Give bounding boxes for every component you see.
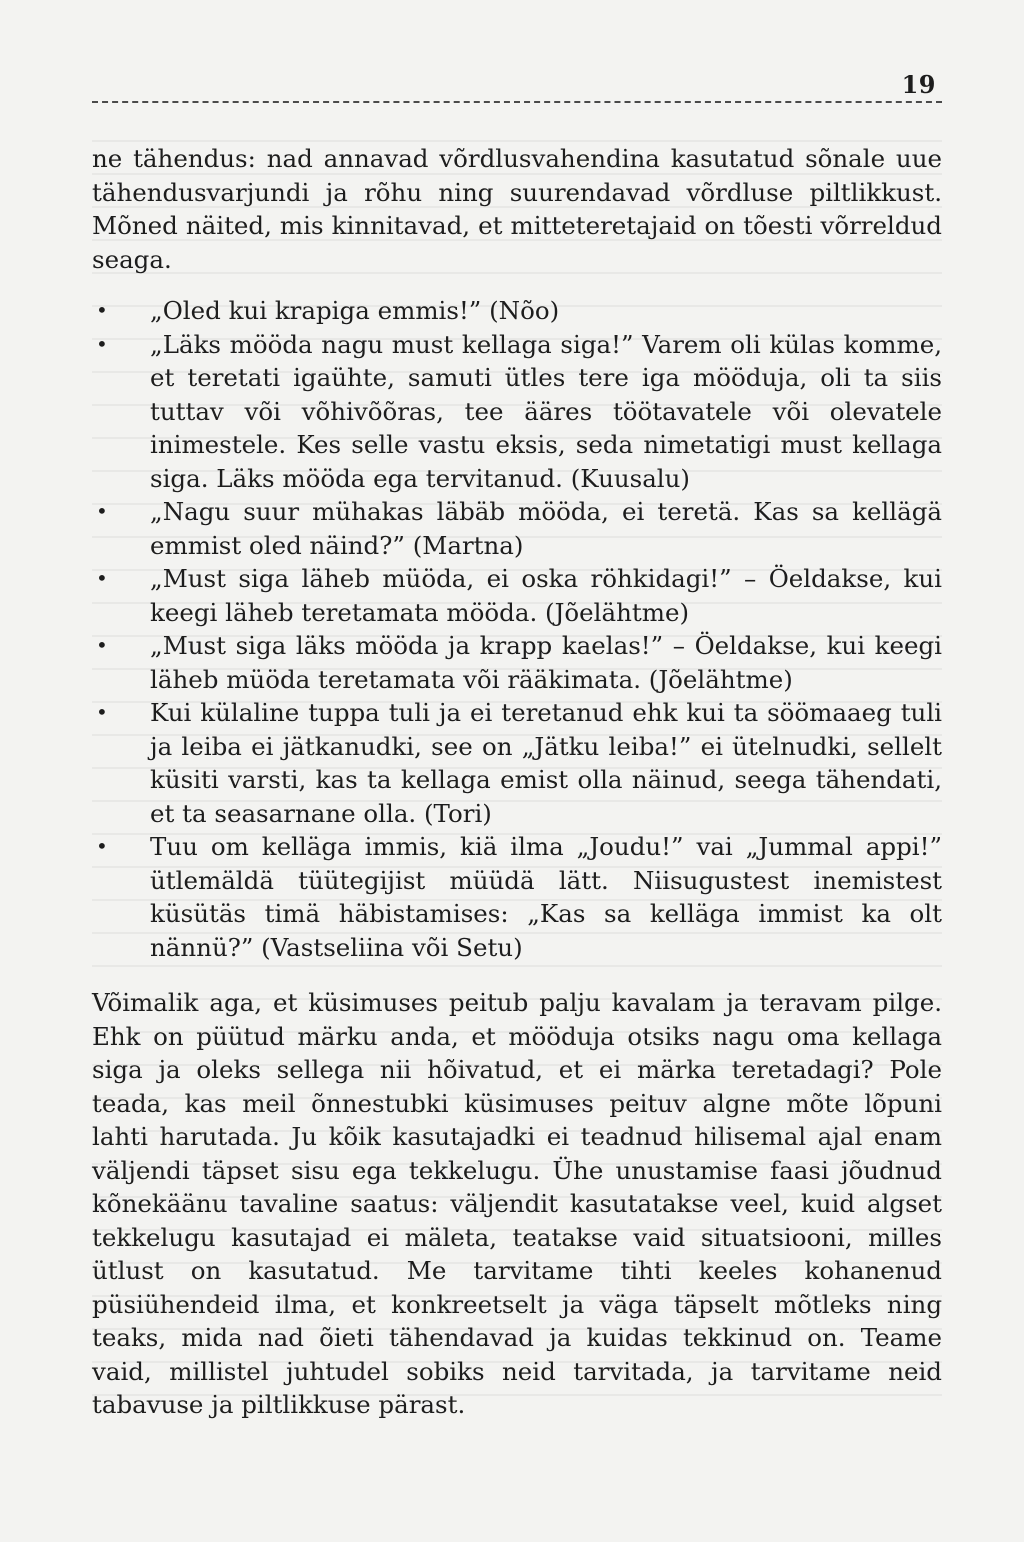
bullet-icon: •	[96, 633, 108, 657]
list-item	[92, 629, 942, 696]
list-item-text: Kui külaline tuppa tuli ja ei teretanud ehk kui ta söömaaeg tuli ja leiba ei jätkanudki, see on „Jätku leiba!” ei ütelnudki, sellelt küsiti varsti, kas ta kellaga emist olla näinud, seega tähendati, et ta seasarnane olla. (Tori)	[150, 698, 942, 828]
list-item-text: „Oled kui krapiga emmis!” (Nõo)	[150, 296, 560, 325]
list-item	[92, 830, 942, 964]
header-rule	[92, 101, 942, 103]
list-item	[92, 696, 942, 830]
list-item	[92, 562, 942, 629]
page-number: 19	[901, 70, 936, 99]
list-item-text: „Must siga läks mööda ja krapp kaelas!” – Öeldakse, kui keegi läheb müöda teretamata või rääkimata. (Jõelähtme)	[150, 631, 942, 694]
list-item-text: „Nagu suur mühakas läbäb mööda, ei teretä. Kas sa kellägä emmist oled näind?” (Martna)	[150, 497, 942, 560]
closing-paragraph: Võimalik aga, et küsimuses peitub palju kavalam ja teravam pilge. Ehk on püütud märku anda, et mööduja otsiks nagu oma kellaga siga ja oleks sellega nii hõivatud, et ei märka teretadagi? Pole teada, kas meil õnnestubki küsimuses peituv algne mõte lõpuni lahti harutada. Ju kõik kasutajadki ei teadnud hilisemal ajal enam väljendi täpset sisu ega tekkelugu. Ühe unustamise faasi jõudnud kõnekäänu tavaline saatus: väljendit kasutatakse veel, kuid algset tekkelugu kasutajad ei mäleta, teatakse vaid situatsiooni, milles ütlust on kasutatud. Me tarvitame tihti keeles kohanenud püsiühendeid ilma, et konkreetselt ja väga täpselt mõtleks ning teaks, mida nad õieti tähendavad ja kuidas tekkinud on. Teame vaid, millistel juhtudel sobiks neid tarvitada, ja tarvitame neid tabavuse ja piltlikkuse pärast.	[92, 988, 942, 1419]
bullet-icon: •	[96, 700, 108, 724]
example-list	[92, 294, 942, 964]
bullet-icon: •	[96, 834, 108, 858]
page-body	[92, 142, 942, 1422]
list-item-text: „Must siga läheb müöda, ei oska röhkidagi!” – Öeldakse, kui keegi läheb teretamata mööda. (Jõelähtme)	[150, 564, 942, 627]
bullet-icon: •	[96, 298, 108, 322]
list-item	[92, 328, 942, 496]
list-item-text: „Läks mööda nagu must kellaga siga!” Varem oli külas komme, et teretati igaühte, samuti ütles tere iga mööduja, oli ta siis tuttav või võhivõõras, tee ääres töötavatele või olevatele inimestele. Kes selle vastu eksis, seda nimetatigi must kellaga siga. Läks mööda ega tervitanud. (Kuusalu)	[150, 329, 942, 493]
list-item-text: Tuu om kelläga immis, kiä ilma „Joudu!” vai „Jummal appi!” ütlemäldä tüütegijist müüdä lätt. Niisugustest inemistest küsütäs timä häbistamises: „Kas sa kelläga immist ka olt nännü?” (Vastseliina või Setu)	[150, 832, 942, 962]
intro-paragraph: ne tähendus: nad annavad võrdlusvahendina kasutatud sõnale uue tähendusvarjundi ja rõhu ning suurendavad võrdluse piltlikkust. Mõned näited, mis kinnitavad, et mitteteretajaid on tõesti võrreldud seaga.	[92, 144, 942, 274]
bullet-icon: •	[96, 499, 108, 523]
list-item	[92, 294, 942, 328]
list-item	[92, 495, 942, 562]
bullet-icon: •	[96, 331, 108, 356]
bullet-icon: •	[96, 566, 108, 590]
